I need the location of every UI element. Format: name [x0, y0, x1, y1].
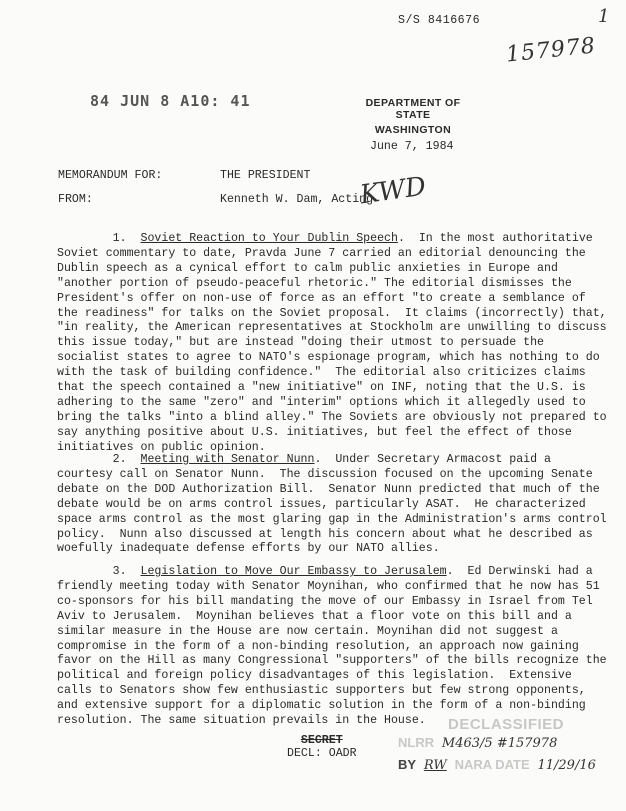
- page-mark: 1: [598, 6, 610, 27]
- classification-label: SECRET: [300, 734, 343, 747]
- declassified-label: DECLASSIFIED: [448, 716, 565, 733]
- nlrr-line: [398, 735, 608, 751]
- declassification-stamp: [398, 716, 608, 773]
- paragraph-text: . Under Secretary Armacost paid a courtesy call on Senator Nunn. The discussion focused on the upcoming Senate debate on the DOD Authorization Bill. Senator Nunn predicted that much of the debate would be on arms control issues, particularly ASAT. He characterized space arms control as the most glaring gap in the Administration's arms control policy. Nunn also discussed at length his concern about what he described as woefully inadequate defense efforts by our NATO allies.: [57, 453, 614, 556]
- handwritten-initials: KWD: [358, 171, 428, 211]
- from-label: FROM:: [58, 193, 93, 206]
- handwritten-number: 157978: [504, 33, 598, 68]
- by-line: [398, 757, 608, 773]
- paragraph-number: 3.: [112, 565, 127, 578]
- paragraph-heading: Meeting with Senator Nunn: [140, 453, 315, 466]
- paragraph-1: [57, 232, 612, 456]
- paragraph-text: . In the most authoritative Soviet commentary to date, Pravda June 7 carried an editorial denouncing the Dublin speech as a cynical effort to calm public anxieties in Europe and "another portion of pseudo-peaceful rhetoric." The editorial dismisses the President's offer on non-use of force as an effort "to create a semblance of the readiness" for talks on the Soviet proposal. It claims (incorrectly) that, "in reality, the American representatives at Stockholm are unwilling to discuss this issue today," but are instead "doing their utmost to persuade the socialist states to agree to NATO's espionage program, which has nothing to do with the task of building confidence." The editorial also criticizes claims that the speech contained a "new initiative" on INF, noting that the U.S. is adhering to the same "zero" and "interim" options which it allegedly used to bring the talks "into a blind alley." The Soviets are obviously not prepared to say anything positive about U.S. initiatives, but feel the effect of those initiatives on public opinion.: [57, 232, 614, 454]
- paragraph-2: [57, 453, 612, 557]
- paragraph-text: . Ed Derwinski had a friendly meeting today with Senator Moynihan, who confirmed that he now has 51 co-sponsors for his bill mandating the move of our Embassy in Israel from Tel Aviv to Jerusalem. Moynihan believes that a floor vote on this bill and a similar measure in the House are now certain. Moynihan did not suggest a compromise in the form of a non-binding resolution, an approach now gaining favor on the Hill as many Congressional "supporters" of the bills recognize the political and foreign policy disadvantages of this legislation. Extensive calls to Senators show few enthusiastic supporters but few strong opponents, and extensive support for a diplomatic solution in the form of a non-binding resolution. The same situation prevails in the House.: [57, 565, 614, 728]
- paragraph-heading: Soviet Reaction to Your Dublin Speech: [140, 232, 398, 245]
- from-value: Kenneth W. Dam, Acting: [220, 193, 374, 206]
- classification-block: [287, 734, 357, 760]
- nlrr-label: NLRR: [398, 735, 435, 750]
- to-label: MEMORANDUM FOR:: [58, 169, 163, 182]
- reference-number: S/S 8416676: [398, 14, 481, 27]
- by-value: RW: [423, 758, 447, 773]
- declassify-marking: DECL: OADR: [287, 747, 357, 760]
- department-name: DEPARTMENT OF STATE: [365, 97, 461, 121]
- paragraph-number: 2.: [112, 453, 127, 466]
- letterhead: [348, 97, 478, 139]
- to-value: THE PRESIDENT: [220, 169, 311, 182]
- department-city: WASHINGTON: [374, 124, 452, 136]
- received-stamp: 84 JUN 8 A10: 41: [90, 92, 251, 110]
- nlrr-value: M463/5 #157978: [441, 736, 558, 751]
- nara-date-label: NARA DATE: [454, 757, 530, 772]
- nara-date-value: 11/29/16: [537, 758, 596, 773]
- by-label: BY: [398, 757, 417, 772]
- paragraph-3: [57, 565, 612, 729]
- paragraph-heading: Legislation to Move Our Embassy to Jerusalem: [140, 565, 447, 578]
- memo-date: June 7, 1984: [370, 140, 454, 153]
- paragraph-number: 1.: [112, 232, 127, 245]
